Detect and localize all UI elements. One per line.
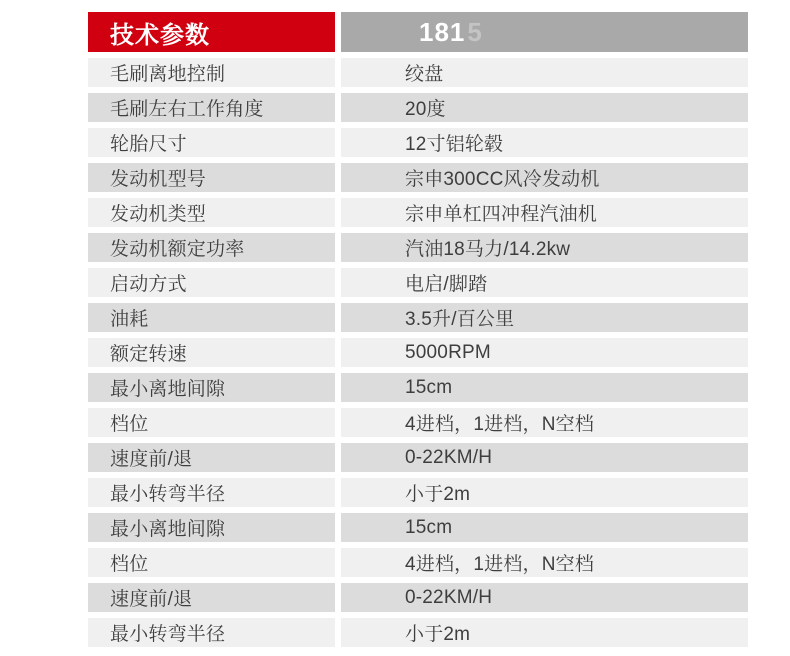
table-row xyxy=(88,233,748,262)
table-row xyxy=(88,548,748,577)
table-row xyxy=(88,58,748,87)
spec-value: 绞盘 xyxy=(341,58,748,87)
table-row xyxy=(88,583,748,612)
model-number-ghost: 5 xyxy=(467,16,483,47)
table-row xyxy=(88,408,748,437)
spec-label: 轮胎尺寸 xyxy=(88,128,335,157)
table-row xyxy=(88,163,748,192)
table-row xyxy=(88,513,748,542)
model-number: 181 xyxy=(419,16,466,47)
spec-table-header xyxy=(88,12,748,52)
table-row xyxy=(88,443,748,472)
spec-label: 档位 xyxy=(88,548,335,577)
spec-label: 油耗 xyxy=(88,303,335,332)
spec-label: 档位 xyxy=(88,408,335,437)
spec-value: 4进档，1进档，N空档 xyxy=(341,408,748,437)
spec-value: 15cm xyxy=(341,373,748,402)
spec-value: 电启/脚踏 xyxy=(341,268,748,297)
spec-value: 3.5升/百公里 xyxy=(341,303,748,332)
spec-label: 额定转速 xyxy=(88,338,335,367)
spec-label: 发动机型号 xyxy=(88,163,335,192)
spec-label: 启动方式 xyxy=(88,268,335,297)
spec-value: 汽油18马力/14.2kw xyxy=(341,233,748,262)
table-row xyxy=(88,128,748,157)
spec-value: 4进档，1进档，N空档 xyxy=(341,548,748,577)
spec-table xyxy=(88,12,748,647)
spec-value: 宗申300CC风冷发动机 xyxy=(341,163,748,192)
spec-value: 15cm xyxy=(341,513,748,542)
table-row xyxy=(88,198,748,227)
spec-label: 速度前/退 xyxy=(88,443,335,472)
spec-label: 毛刷左右工作角度 xyxy=(88,93,335,122)
table-row xyxy=(88,303,748,332)
spec-label: 速度前/退 xyxy=(88,583,335,612)
table-row xyxy=(88,93,748,122)
spec-label: 发动机额定功率 xyxy=(88,233,335,262)
table-title: 技术参数 xyxy=(88,12,335,52)
table-row xyxy=(88,373,748,402)
spec-value: 12寸铝轮毂 xyxy=(341,128,748,157)
spec-label: 最小离地间隙 xyxy=(88,373,335,402)
spec-label: 发动机类型 xyxy=(88,198,335,227)
table-row xyxy=(88,618,748,647)
table-row xyxy=(88,268,748,297)
model-header-cell xyxy=(341,12,748,52)
spec-value: 0-22KM/H xyxy=(341,443,748,472)
spec-value: 0-22KM/H xyxy=(341,583,748,612)
spec-label: 最小离地间隙 xyxy=(88,513,335,542)
spec-label: 最小转弯半径 xyxy=(88,478,335,507)
spec-value: 小于2m xyxy=(341,618,748,647)
spec-label: 最小转弯半径 xyxy=(88,618,335,647)
table-row xyxy=(88,338,748,367)
table-row xyxy=(88,478,748,507)
spec-value: 20度 xyxy=(341,93,748,122)
spec-value: 小于2m xyxy=(341,478,748,507)
spec-value: 宗申单杠四冲程汽油机 xyxy=(341,198,748,227)
spec-rows xyxy=(88,58,748,647)
spec-value: 5000RPM xyxy=(341,338,748,367)
spec-label: 毛刷离地控制 xyxy=(88,58,335,87)
